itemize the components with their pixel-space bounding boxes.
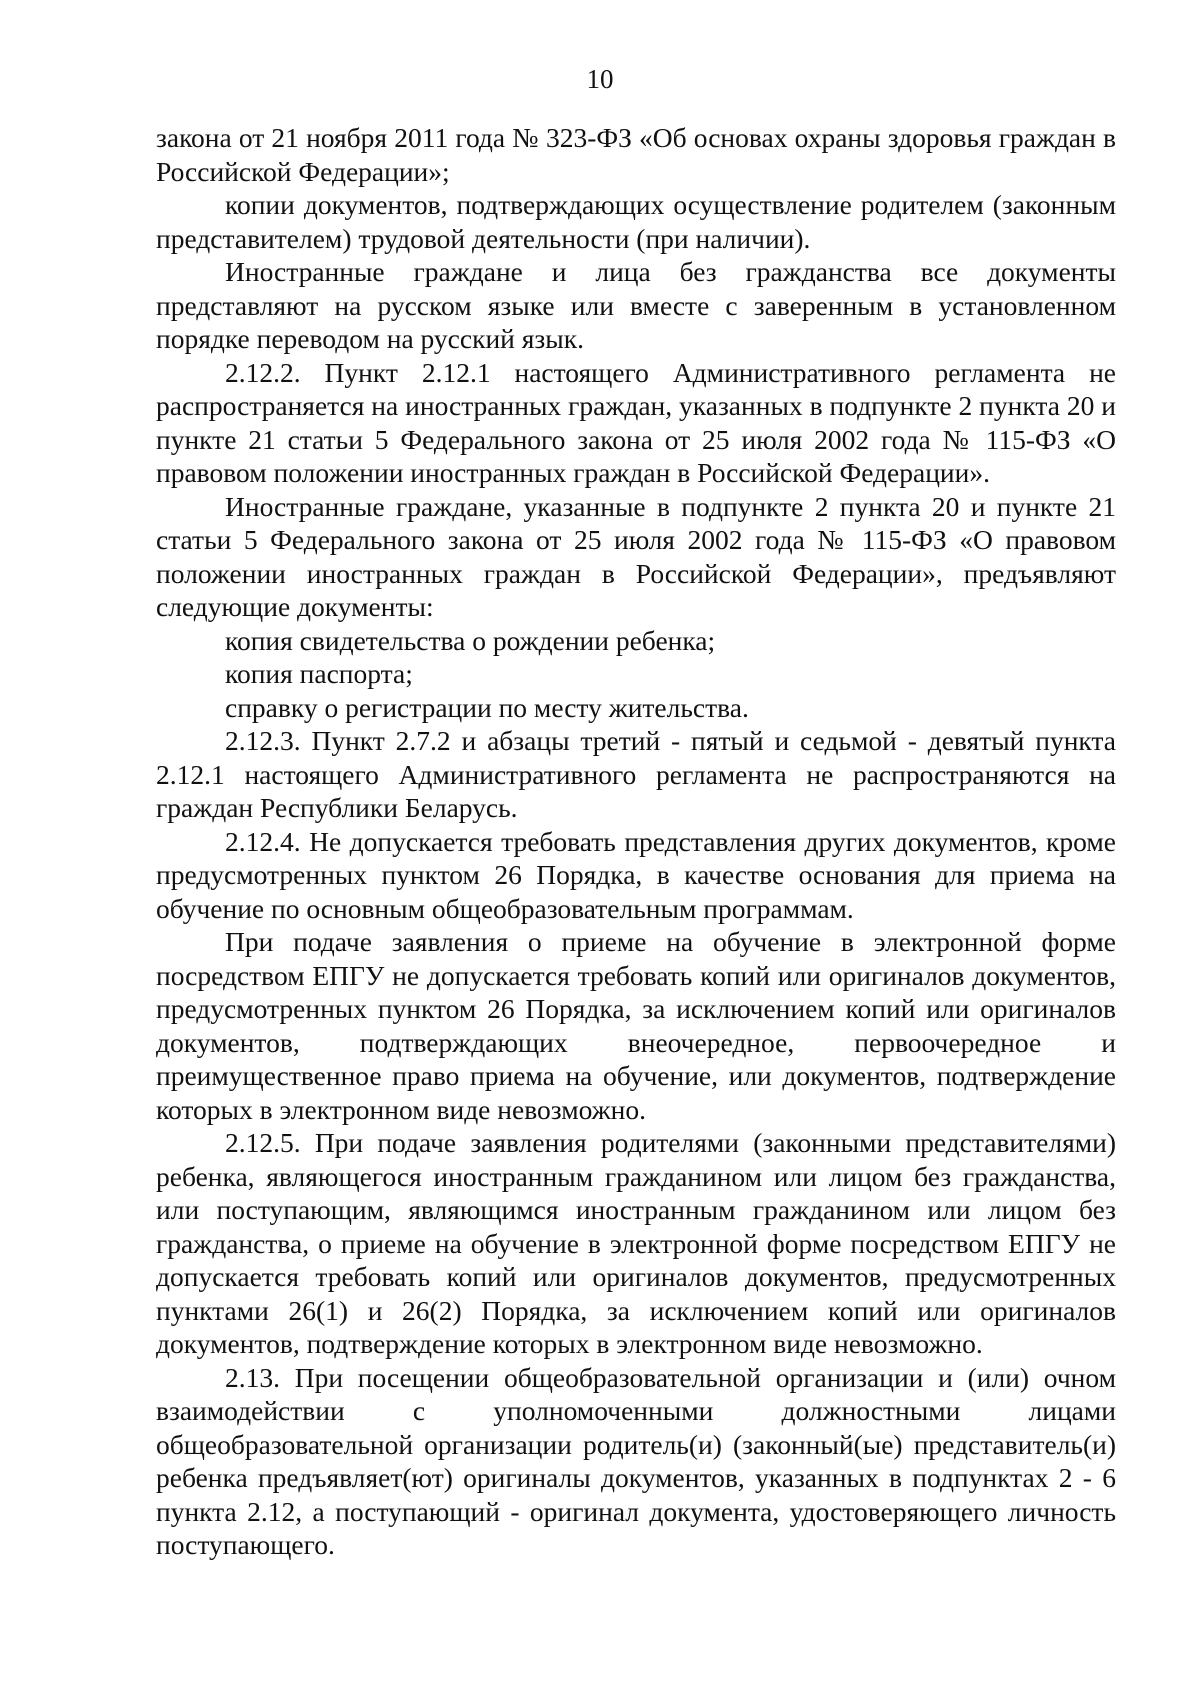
paragraph: 2.12.3. Пункт 2.7.2 и абзацы третий - пятый и седьмой - девятый пункта 2.12.1 настоящего Административного регламента не распространяются на граждан Республики Беларусь. [156,725,1116,823]
paragraph: 2.12.5. При подаче заявления родителями (законными представителями) ребенка, являющегося иностранным гражданином или лицом без гражданства, или поступающим, являющимся иностранным гражданином или лицом без гражданства, о приеме на обучение в электронной форме посредством ЕПГУ не допускается требовать копий или оригиналов документов, предусмотренных пунктами 26(1) и 26(2) Порядка, за исключением копий или оригиналов документов, подтверждение которых в электронном виде невозможно. [156,1127,1116,1359]
paragraph: Иностранные граждане, указанные в подпункте 2 пункта 20 и пункте 21 статьи 5 Федерального закона от 25 июля 2002 года № 115-ФЗ «О правовом положении иностранных граждан в Российской Федерации», предъявляют следующие документы: [156,490,1116,622]
list-item: справку о регистрации по месту жительства. [225,691,749,723]
paragraph: При подаче заявления о приеме на обучение в электронной форме посредством ЕПГУ не допускается требовать копий или оригиналов документов, предусмотренных пунктом 26 Порядка, за исключением копий или оригиналов документов, подтверждающих внеочередное, первоочередное и преимущественное право приема на обучение, или документов, подтверждение которых в электронном виде невозможно. [156,926,1116,1125]
paragraph: 2.13. При посещении общеобразовательной организации и (или) очном взаимодействии с уполномоченными должностными лицами общеобразовательной организации родитель(и) (законный(ые) представитель(и) ребенка предъявляет(ют) оригиналы документов, указанных в подпунктах 2 - 6 пункта 2.12, а поступающий - оригинал документа, удостоверяющего личность поступающего. [156,1361,1116,1560]
paragraph: копии документов, подтверждающих осуществление родителем (законным представителем) трудовой деятельности (при наличии). [156,189,1116,254]
list-item: копия паспорта; [225,658,413,689]
paragraph: 2.12.4. Не допускается требовать представления других документов, кроме предусмотренных пунктом 26 Порядка, в качестве основания для приема на обучение по основным общеобразовательным программам. [156,825,1116,924]
paragraph: Иностранные граждане и лица без гражданства все документы представляют на русском языке или вместе с заверенным в установленном порядке переводом на русский язык. [156,256,1116,354]
page-number: 10 [586,64,614,94]
document-body [156,121,1116,1562]
paragraph: 2.12.2. Пункт 2.12.1 настоящего Административного регламента не распространяется на иностранных граждан, указанных в подпункте 2 пункта 20 и пункте 21 статьи 5 Федерального закона от 25 июля 2002 года № 115-ФЗ «О правовом положении иностранных граждан в Российской Федерации». [156,356,1116,488]
paragraph: закона от 21 ноября 2011 года № 323-ФЗ «Об основах охраны здоровья граждан в Российской Федерации»; [156,122,1116,187]
list-item: копия свидетельства о рождении ребенка; [225,624,716,656]
